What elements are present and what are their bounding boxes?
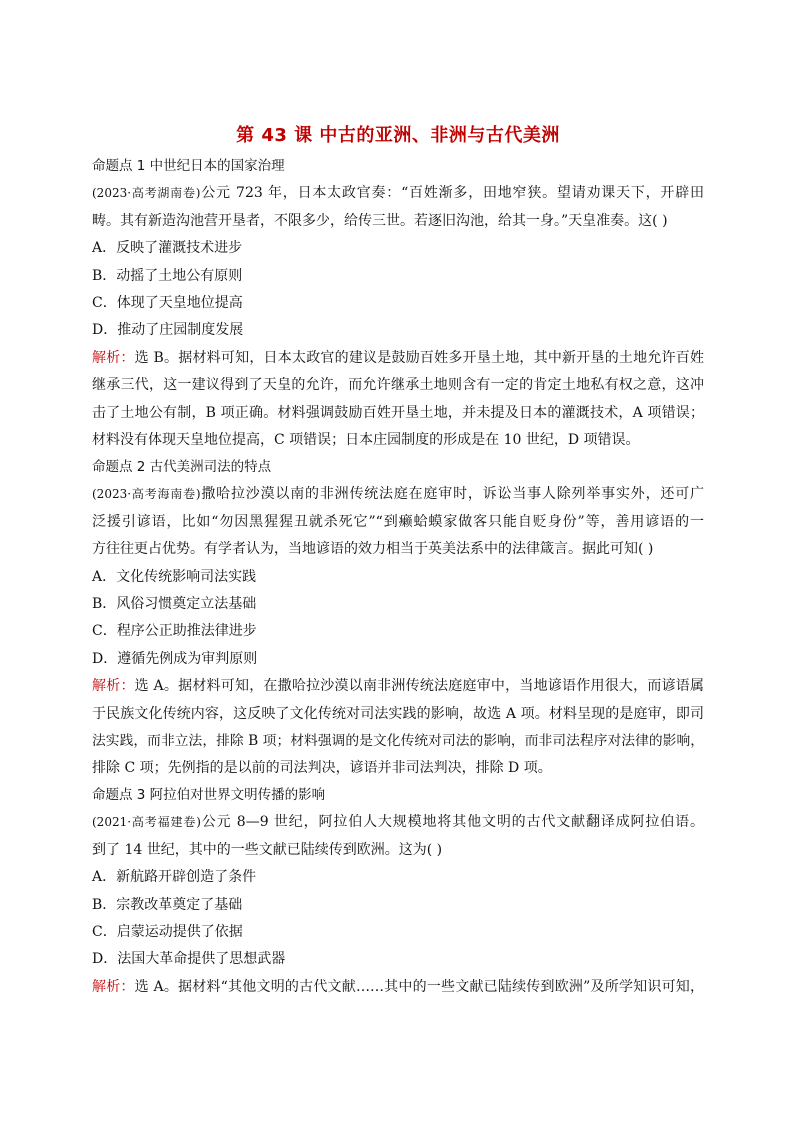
question-stem-line: 泛援引谚语，比如“勿因黑猩猩丑就杀死它”“到癞蛤蟆家做客只能自贬身份”等，善用谚语的一 <box>92 513 704 530</box>
question-stem-line: 畴。其有新造沟池营开垦者，不限多少，给传三世。若逐旧沟池，给其一身。”天皇准奏。这( ) <box>92 212 668 229</box>
analysis-label: 解析： <box>92 349 135 366</box>
option-b: B．动摇了土地公有原则 <box>92 267 243 284</box>
option-a: A．文化传统影响司法实践 <box>92 568 257 585</box>
analysis-label: 解析： <box>92 978 135 995</box>
question-block-1 <box>92 153 704 454</box>
analysis-label: 解析： <box>92 678 135 695</box>
option-c: C．启蒙运动提供了依据 <box>92 923 243 940</box>
option-c: C．体现了天皇地位提高 <box>92 294 243 311</box>
topic-heading: 命题点 3 阿拉伯对世界文明传播的影响 <box>92 787 326 803</box>
question-block-3 <box>92 782 704 1001</box>
analysis-line: 法实践，而非立法，排除 B 项；材料强调的是文化传统对司法的影响，而非司法程序对法律的影响， <box>92 732 704 749</box>
analysis-line: 继承三代，这一建议得到了天皇的允许，而允许继承土地则含有一定的肯定土地私有权之意，这冲 <box>92 377 704 394</box>
question-stem-line <box>92 481 704 508</box>
question-stem-line <box>92 180 704 207</box>
question-block-2 <box>92 454 704 783</box>
option-d: D．法国大革命提供了思想武器 <box>92 951 286 968</box>
source-tag: (2021·高考福建卷) <box>92 815 201 830</box>
analysis-text: 选 A。据材料“其他文明的古代文献……其中的一些文献已陆续传到欧洲”及所学知识可知， <box>134 978 705 995</box>
page-title: 第 43 课 中古的亚洲、非洲与古代美洲 <box>236 125 560 146</box>
option-d: D．推动了庄园制度发展 <box>92 322 244 339</box>
stem-text: 公元 8—9 世纪，阿拉伯人大规模地将其他文明的古代文献翻译成阿拉伯语。 <box>200 814 705 831</box>
analysis-line: 击了土地公有制，B 项正确。材料强调鼓励百姓开垦土地，并未提及日本的灌溉技术，A 项错误； <box>92 404 704 421</box>
analysis-line: 材料没有体现天皇地位提高，C 项错误；日本庄园制度的形成是在 10 世纪，D 项错误。 <box>92 431 640 448</box>
analysis-text: 选 B。据材料可知，日本太政官的建议是鼓励百姓多开垦土地，其中新开垦的土地允许百姓 <box>134 349 704 366</box>
analysis-line: 排除 C 项；先例指的是以前的司法判决，谚语并非司法判决，排除 D 项。 <box>92 760 552 777</box>
topic-heading: 命题点 2 古代美洲司法的特点 <box>92 459 272 475</box>
source-tag: (2023·高考湖南卷) <box>92 186 201 201</box>
analysis-line <box>92 345 704 372</box>
option-d: D．遵循先例成为审判原则 <box>92 650 258 667</box>
topic-heading: 命题点 1 中世纪日本的国家治理 <box>92 158 285 174</box>
option-c: C．程序公正助推法律进步 <box>92 623 257 640</box>
option-a: A．反映了灌溉技术进步 <box>92 240 243 257</box>
question-stem-line: 方往往更占优势。有学者认为，当地谚语的效力相当于英美法系中的法律箴言。据此可知( ) <box>92 541 654 558</box>
question-stem-line: 到了 14 世纪，其中的一些文献已陆续传到欧洲。这为( ) <box>92 841 443 858</box>
analysis-line <box>92 974 704 1001</box>
analysis-text: 选 A。据材料可知，在撒哈拉沙漠以南非洲传统法庭庭审中，当地谚语作用很大，而谚语属 <box>134 678 705 695</box>
analysis-line <box>92 673 704 700</box>
question-stem-line <box>92 809 704 836</box>
stem-text: 撒哈拉沙漠以南的非洲传统法庭在庭审时，诉讼当事人除列举事实外，还可广 <box>200 486 704 503</box>
source-tag: (2023·高考海南卷) <box>92 487 201 502</box>
stem-text: 公元 723 年，日本太政官奏：“百姓渐多，田地窄狭。望请劝课天下，开辟田 <box>200 185 705 202</box>
option-b: B．风俗习惯奠定立法基础 <box>92 595 257 612</box>
option-b: B．宗教改革奠定了基础 <box>92 896 243 913</box>
option-a: A．新航路开辟创造了条件 <box>92 869 257 886</box>
analysis-line: 于民族文化传统内容，这反映了文化传统对司法实践的影响，故选 A 项。材料呈现的是庭审，即司 <box>92 705 704 722</box>
